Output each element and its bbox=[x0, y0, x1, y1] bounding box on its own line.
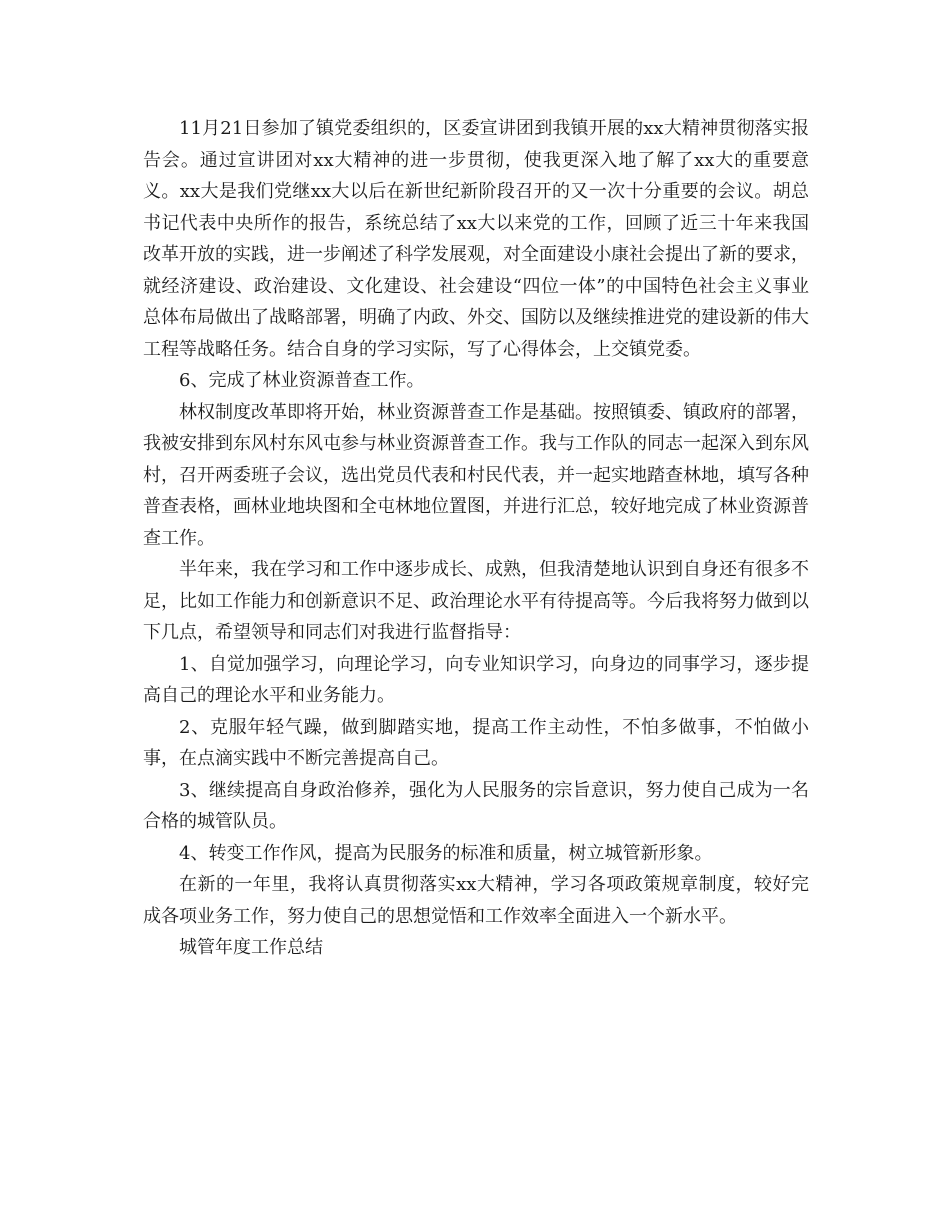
paragraph-item-1: 1、自觉加强学习，向理论学习，向专业知识学习，向身边的同事学习，逐步提高自己的理论水平和业务能力。 bbox=[143, 653, 809, 706]
paragraph-forest-survey-heading: 6、完成了林业资源普查工作。 bbox=[179, 370, 425, 391]
paragraph-forest-survey: 林权制度改革即将开始，林业资源普查工作是基础。按照镇委、镇政府的部署，我被安排到东风村东风屯参与林业资源普查工作。我与工作队的同志一起深入到东风村，召开两委班子会议，选出党员代表和村民代表，并一起实地踏查林地，填写各种普查表格，画林业地块图和全屯林地位置图，并进行汇总，较好地完成了林业资源普查工作。 bbox=[143, 401, 809, 549]
document-body bbox=[143, 113, 809, 964]
paragraph-study-report: 11月21日参加了镇党委组织的，区委宣讲团到我镇开展的xx大精神贯彻落实报告会。通过宣讲团对xx大精神的进一步贯彻，使我更深入地了解了xx大的重要意义。xx大是我们党继xx大以后在新世纪新阶段召开的又一次十分重要的会议。胡总书记代表中央所作的报告，系统总结了xx大以来党的工作，回顾了近三十年来我国改革开放的实践，进一步阐述了科学发展观，对全面建设小康社会提出了新的要求，就经济建设、政治建设、文化建设、社会建设“四位一体”的中国特色社会主义事业总体布局做出了战略部署，明确了内政、外交、国防以及继续推进党的建设新的伟大工程等战略任务。结合自身的学习实际，写了心得体会，上交镇党委。 bbox=[143, 118, 809, 360]
paragraph-item-2: 2、克服年轻气躁，做到脚踏实地，提高工作主动性，不怕多做事，不怕做小事，在点滴实践中不断完善提高自己。 bbox=[143, 716, 809, 769]
section-title: 城管年度工作总结 bbox=[179, 937, 323, 958]
paragraph-item-3: 3、继续提高自身政治修养，强化为人民服务的宗旨意识，努力使自己成为一名合格的城管队员。 bbox=[143, 779, 809, 832]
paragraph-new-year-plan: 在新的一年里，我将认真贯彻落实xx大精神，学习各项政策规章制度，较好完成各项业务工作，努力使自己的思想觉悟和工作效率全面进入一个新水平。 bbox=[143, 874, 809, 927]
paragraph-half-year-review: 半年来，我在学习和工作中逐步成长、成熟，但我清楚地认识到自身还有很多不足，比如工作能力和创新意识不足、政治理论水平有待提高等。今后我将努力做到以下几点，希望领导和同志们对我进行监督指导： bbox=[143, 559, 809, 643]
paragraph-item-4: 4、转变工作作风，提高为民服务的标准和质量，树立城管新形象。 bbox=[179, 842, 713, 864]
